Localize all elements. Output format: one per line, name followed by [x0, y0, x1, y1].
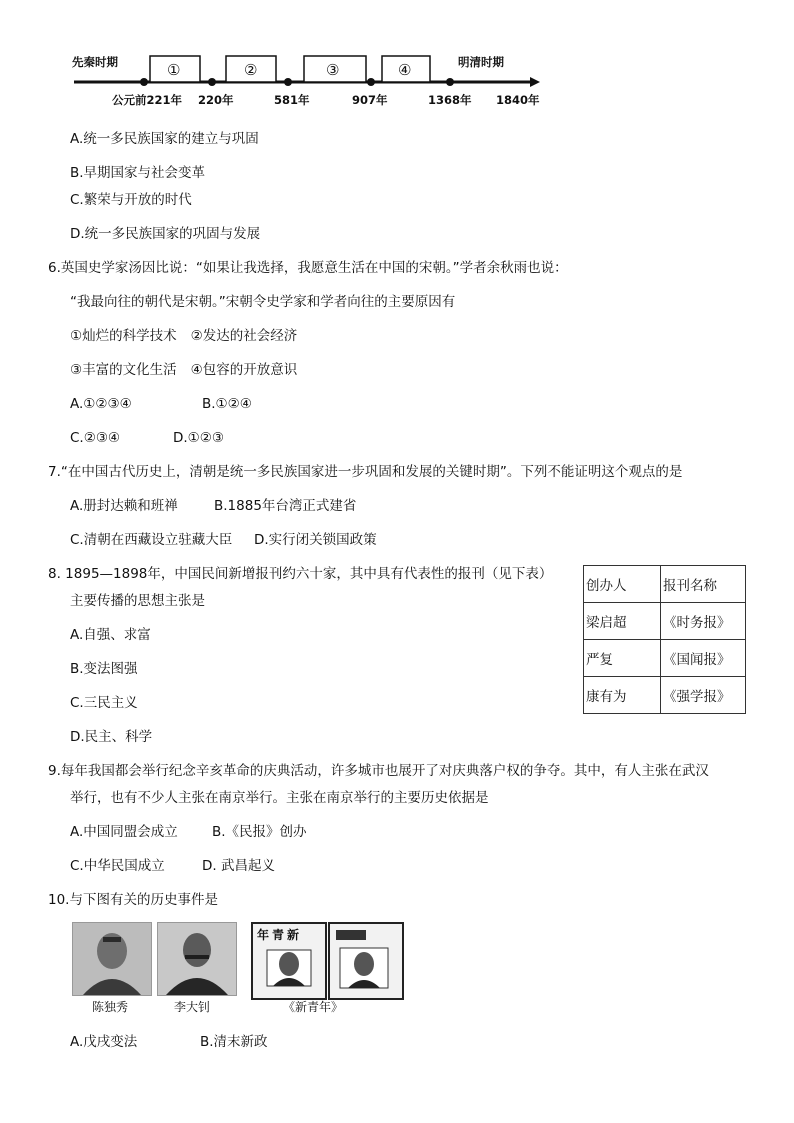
q8-stem-line1: 8. 1895—1898年，中国民间新增报刊约六十家，其中具有代表性的报刊（见下表）: [48, 566, 553, 582]
caption-chen-duxiu: 陈独秀: [92, 1000, 129, 1014]
q8-stem-line2: 主要传播的思想主张是: [70, 593, 205, 609]
table-row: [584, 603, 746, 640]
q10-option-b: B.清末新政: [200, 1034, 268, 1050]
q6-option-b: B.①②④: [202, 396, 252, 412]
table-cell: 梁启超: [584, 603, 661, 640]
q7-option-a: A.册封达赖和班禅: [70, 498, 178, 514]
timeline-dot-1: [140, 78, 148, 86]
q9-stem-line1: 9.每年我国都会举行纪念辛亥革命的庆典活动，许多城市也展开了对庆典落户权的争夺。其中，有人主张在武汉: [48, 763, 709, 779]
magazine-cover-2: [328, 922, 404, 1000]
magazine-cover-1: [251, 922, 327, 1000]
timeline-dot-3: [284, 78, 292, 86]
timeline-figure: [68, 44, 548, 114]
q6-stem-line2: “我最向往的朝代是宋朝。”宋朝令史学家和学者向往的主要原因有: [70, 294, 456, 310]
q8-option-d: D.民主、科学: [70, 729, 153, 745]
caption-new-youth: 《新青年》: [283, 1000, 344, 1014]
timeline-date-1: 公元前221年: [112, 93, 183, 107]
q10-stem: 10.与下图有关的历史事件是: [48, 892, 218, 908]
caption-li-dazhao: 李大钊: [174, 1000, 211, 1014]
q6-stem-line1: 6.英国史学家汤因比说：“如果让我选择，我愿意生活在中国的宋朝。”学者余秋雨也说：: [48, 260, 568, 276]
table-header-row: [584, 566, 746, 603]
q8-option-c: C.三民主义: [70, 695, 138, 711]
q5-option-b: B.早期国家与社会变革: [70, 165, 206, 181]
q6-item-1: ①灿烂的科学技术: [70, 328, 177, 344]
q9-option-d: D. 武昌起义: [202, 858, 275, 874]
table-cell: 《国闻报》: [661, 640, 746, 677]
timeline-box-2-label: ②: [244, 61, 258, 79]
q6-option-a: A.①②③④: [70, 396, 132, 412]
timeline-box-1-label: ①: [167, 61, 181, 79]
magazine-cover-title: 年青新: [257, 928, 303, 942]
table-cell: 严复: [584, 640, 661, 677]
q9-option-b: B.《民报》创办: [212, 824, 307, 840]
timeline-date-6: 1840年: [496, 93, 540, 107]
q5-option-d: D.统一多民族国家的巩固与发展: [70, 226, 261, 242]
timeline-left-label: 先秦时期: [72, 55, 118, 69]
q9-option-a: A.中国同盟会成立: [70, 824, 178, 840]
table-row: [584, 677, 746, 714]
q6-item-3: ③丰富的文化生活: [70, 362, 177, 378]
q5-option-a: A.统一多民族国家的建立与巩固: [70, 131, 259, 147]
q7-option-d: D.实行闭关锁国政策: [254, 532, 377, 548]
q6-items-row1: [70, 327, 297, 345]
q5-option-c: C.繁荣与开放的时代: [70, 192, 192, 208]
q6-option-c: C.②③④: [70, 430, 121, 446]
timeline-date-4: 907年: [352, 93, 388, 107]
timeline-right-label: 明清时期: [458, 55, 504, 69]
table-row: [584, 640, 746, 677]
q9-stem-line2: 举行，也有不少人主张在南京举行。主张在南京举行的主要历史依据是: [70, 790, 489, 806]
timeline-arrow: [530, 77, 540, 87]
timeline-dot-4: [367, 78, 375, 86]
newspaper-table: [583, 565, 746, 714]
portrait-photo-chen-duxiu: [72, 922, 152, 996]
q7-option-b: B.1885年台湾正式建省: [214, 498, 357, 514]
timeline-box-4-label: ④: [398, 61, 412, 79]
q6-option-d: D.①②③: [173, 430, 224, 446]
portrait-photo-li-dazhao: [157, 922, 237, 996]
timeline-date-2: 220年: [198, 93, 234, 107]
q6-item-4: ④包容的开放意识: [190, 362, 298, 378]
q10-option-a: A.戊戌变法: [70, 1034, 138, 1050]
q8-option-b: B.变法图强: [70, 661, 138, 677]
timeline-date-3: 581年: [274, 93, 310, 107]
timeline-date-5: 1368年: [428, 93, 472, 107]
timeline-dot-5: [446, 78, 454, 86]
table-header-founder: 创办人: [584, 566, 661, 603]
timeline-box-3-label: ③: [326, 61, 340, 79]
q8-option-a: A.自强、求富: [70, 627, 151, 643]
q6-item-2: ②发达的社会经济: [190, 328, 298, 344]
table-cell: 《强学报》: [661, 677, 746, 714]
timeline-dot-2: [208, 78, 216, 86]
q9-option-c: C.中华民国成立: [70, 858, 165, 874]
table-cell: 康有为: [584, 677, 661, 714]
table-cell: 《时务报》: [661, 603, 746, 640]
table-header-newspaper: 报刊名称: [661, 566, 746, 603]
q6-items-row2: [70, 361, 297, 379]
q7-option-c: C.清朝在西藏设立驻藏大臣: [70, 532, 233, 548]
q7-stem: 7.“在中国古代历史上，清朝是统一多民族国家进一步巩固和发展的关键时期”。下列不能证明这个观点的是: [48, 464, 683, 480]
